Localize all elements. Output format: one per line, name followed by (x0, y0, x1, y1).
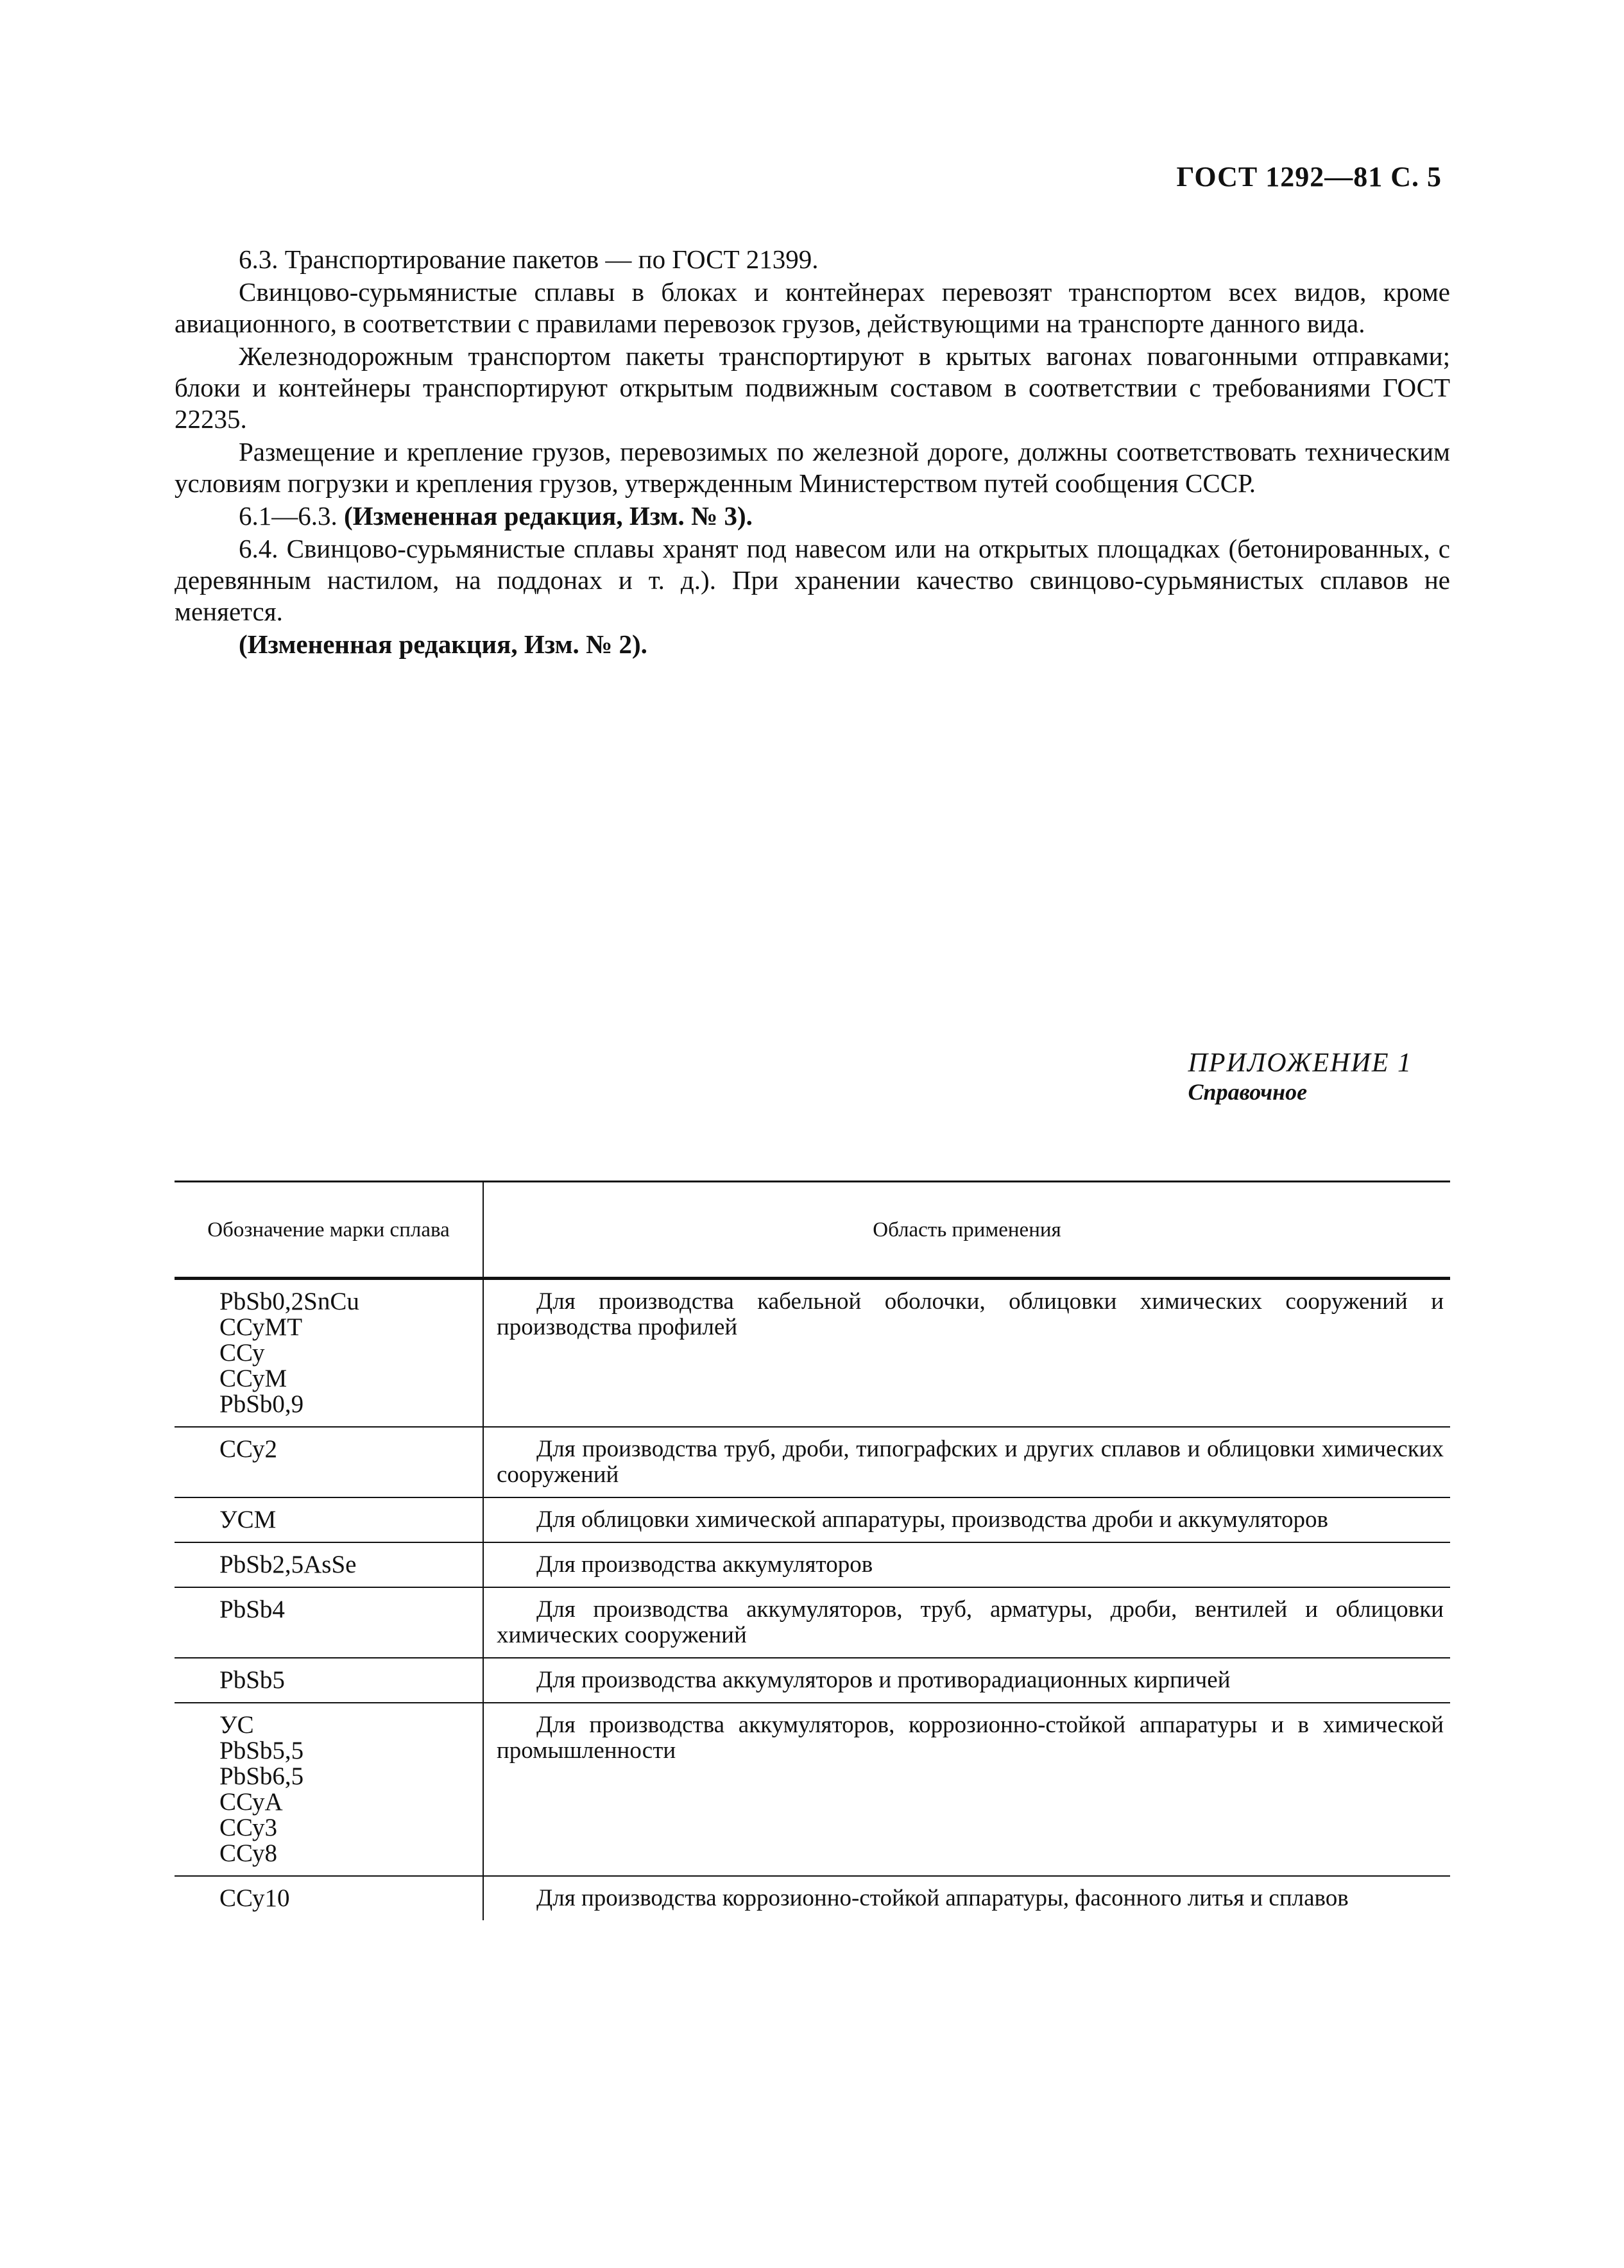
alloy-grade: PbSb5,5 (219, 1737, 304, 1764)
application-text: Для производства кабельной оболочки, облицовки химических сооружений и производства профилей (497, 1288, 1444, 1340)
appendix-heading (1188, 1047, 1412, 1105)
application-cell (483, 1658, 1450, 1703)
alloy-grade: ССуМ (219, 1365, 287, 1392)
paragraph (175, 277, 1450, 339)
alloy-grade: ССуМТ (219, 1313, 303, 1341)
alloy-grade: ССуА (219, 1788, 283, 1816)
application-text: Для производства аккумуляторов и противорадиационных кирпичей (536, 1667, 1231, 1693)
table-row (175, 1497, 1450, 1542)
application-cell (483, 1542, 1450, 1587)
application-text: Для производства аккумуляторов, труб, арматуры, дроби, вентилей и облицовки химических сооружений (497, 1596, 1444, 1648)
paragraph (175, 629, 1450, 660)
application-cell (483, 1587, 1450, 1658)
application-cell (483, 1497, 1450, 1542)
alloy-grade: PbSb0,2SnCu (219, 1288, 359, 1315)
alloy-grade: УС (219, 1711, 254, 1739)
alloy-grade: ССу3 (219, 1814, 278, 1841)
application-cell (483, 1876, 1450, 1920)
table-row (175, 1658, 1450, 1703)
alloy-grade-cell (175, 1876, 483, 1920)
table-row (175, 1542, 1450, 1587)
body-text (175, 244, 1450, 661)
application-text: Для производства коррозионно-стойкой аппаратуры, фасонного литья и сплавов (536, 1885, 1349, 1911)
alloy-grade: ССу8 (219, 1839, 278, 1867)
paragraph-text: 6.4. Свинцово-сурьмянистые сплавы хранят под навесом или на открытых площадках (бетонированных, с деревянным настилом, на поддонах и т. д.). При хранении качество свинцово-сурьмянистых сплавов не меняется. (175, 534, 1450, 626)
application-text: Для производства труб, дроби, типографских и других сплавов и облицовки химических сооружений (497, 1436, 1444, 1488)
paragraph (175, 341, 1450, 435)
paragraph-text: 6.3. Транспортирование пакетов — по ГОСТ 21399. (239, 244, 819, 274)
application-text: Для производства аккумуляторов, коррозионно-стойкой аппаратуры и в химической промышленности (497, 1712, 1444, 1764)
alloy-grade: PbSb0,9 (219, 1390, 304, 1418)
alloy-grade: PbSb4 (219, 1596, 285, 1623)
alloy-grade-cell (175, 1497, 483, 1542)
application-text: Для производства аккумуляторов (536, 1551, 873, 1578)
alloy-grade: УСМ (219, 1506, 277, 1533)
application-cell (483, 1279, 1450, 1428)
table-row (175, 1876, 1450, 1920)
application-cell (483, 1427, 1450, 1497)
appendix-subtitle: Справочное (1188, 1079, 1308, 1105)
paragraph (175, 533, 1450, 627)
alloy-grade: ССу10 (219, 1884, 290, 1912)
alloy-grade-cell (175, 1658, 483, 1703)
table-body (175, 1279, 1450, 1921)
alloy-grade: PbSb5 (219, 1666, 285, 1694)
alloy-grade-cell (175, 1542, 483, 1587)
paragraph (175, 244, 1450, 275)
table-header-row (175, 1182, 1450, 1279)
alloy-grade-cell (175, 1427, 483, 1497)
table-row (175, 1587, 1450, 1658)
paragraph-text: Свинцово-сурьмянистые сплавы в блоках и контейнерах перевозят транспортом всех видов, кроме авиационного, в соответствии с правилами перевозок грузов, действующими на транспорте данного вида. (175, 277, 1450, 338)
paragraph-bold: (Измененная редакция, Изм. № 2). (239, 629, 647, 659)
application-cell (483, 1703, 1450, 1876)
alloy-grade-cell (175, 1587, 483, 1658)
paragraph-text: Размещение и крепление грузов, перевозимых по железной дороге, должны соответствовать техническим условиям погрузки и крепления грузов, утвержденным Министерством путей сообщения СССР. (175, 437, 1450, 498)
paragraph-text: 6.1—6.3. (239, 501, 344, 531)
alloy-grade: ССу (219, 1339, 265, 1367)
alloy-grade: PbSb2,5AsSe (219, 1551, 357, 1578)
paragraph-bold: (Измененная редакция, Изм. № 3). (344, 501, 753, 531)
application-text: Для облицовки химической аппаратуры, производства дроби и аккумуляторов (536, 1506, 1328, 1533)
paragraph (175, 500, 1450, 532)
column-header-use: Область применения (483, 1182, 1450, 1279)
alloy-table (175, 1181, 1450, 1920)
column-header-grade: Обозначение марки сплава (175, 1182, 483, 1279)
alloy-grade: ССу2 (219, 1435, 278, 1463)
page-header: ГОСТ 1292—81 С. 5 (1176, 161, 1442, 192)
table-row (175, 1703, 1450, 1876)
alloy-grade-cell (175, 1703, 483, 1876)
table-row (175, 1427, 1450, 1497)
alloy-grade: PbSb6,5 (219, 1762, 304, 1790)
paragraph (175, 436, 1450, 499)
appendix-title: ПРИЛОЖЕНИЕ 1 (1188, 1048, 1412, 1078)
alloy-grade-cell (175, 1279, 483, 1428)
table-row (175, 1279, 1450, 1428)
paragraph-text: Железнодорожным транспортом пакеты транспортируют в крытых вагонах повагонными отправками; блоки и контейнеры транспортируют открытым подвижным составом в соответствии с требованиями ГОСТ 22235. (175, 341, 1450, 434)
